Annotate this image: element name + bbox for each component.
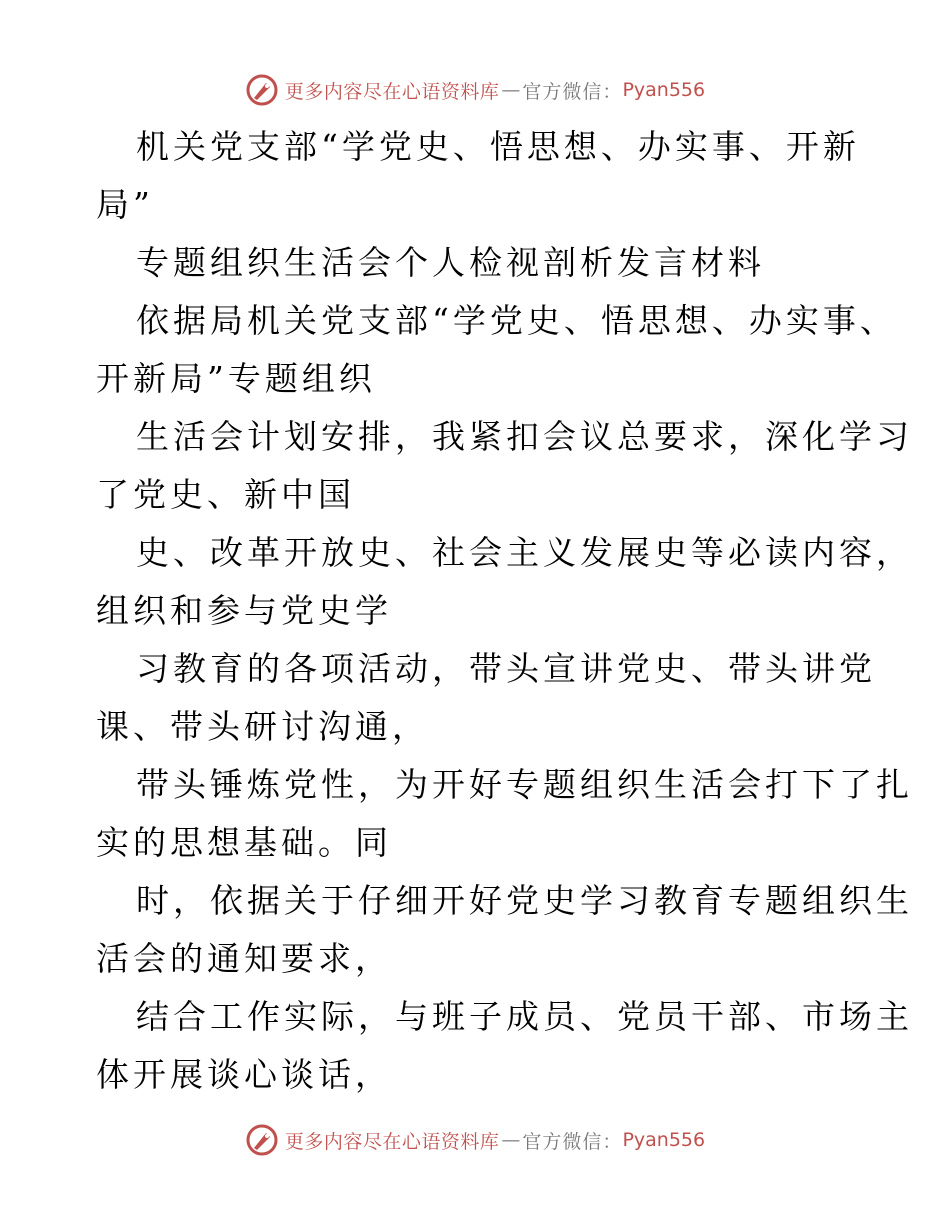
footer-wechat-id: Pyan556 (622, 1129, 706, 1151)
paragraph-line: 时，依据关于仔细开好党史学习教育专题组织生 (136, 881, 913, 920)
footer-watermark-banner (0, 1120, 950, 1160)
paragraph-8 (96, 872, 913, 988)
header-wechat-id: Pyan556 (622, 79, 706, 101)
paragraph-line: 了党史、新中国 (96, 475, 355, 514)
paragraph-line: 组织和参与党史学 (96, 591, 392, 630)
header-promo-text: 更多内容尽在心语资料库 (284, 80, 500, 103)
paragraph-line: 依据局机关党支部“学党史、悟思想、办实事、 (136, 301, 897, 340)
paragraph-line: 生活会计划安排，我紧扣会议总要求，深化学习 (136, 417, 913, 456)
footer-wechat-label: 官方微信： (522, 1130, 623, 1153)
document-body (96, 118, 913, 1104)
paragraph-5 (96, 524, 913, 640)
paragraph-6 (96, 640, 876, 756)
paragraph-line: 专题组织生活会个人检视剖析发言材料 (136, 243, 765, 282)
pen-nib-logo-icon (245, 1123, 279, 1157)
paragraph-1 (96, 118, 866, 234)
paragraph-7 (96, 756, 913, 872)
header-wechat-label: 官方微信： (522, 80, 623, 103)
paragraph-line: 带头锤炼党性，为开好专题组织生活会打下了扎 (136, 765, 913, 804)
paragraph-line: 史、改革开放史、社会主义发展史等必读内容， (136, 533, 913, 572)
paragraph-3 (96, 292, 897, 408)
paragraph-4 (96, 408, 913, 524)
paragraph-line: 开新局”专题组织 (96, 359, 376, 398)
footer-promo-text: 更多内容尽在心语资料库 (284, 1130, 500, 1153)
pen-nib-logo-icon (245, 73, 279, 107)
paragraph-line: 局” (96, 185, 154, 224)
paragraph-line: 机关党支部“学党史、悟思想、办实事、开新 (136, 127, 860, 166)
header-watermark-banner (0, 70, 950, 110)
paragraph-line: 体开展谈心谈话， (96, 1055, 392, 1094)
footer-dash: — (501, 1129, 521, 1151)
paragraph-9 (96, 988, 913, 1104)
header-dash: — (501, 79, 521, 101)
paragraph-line: 习教育的各项活动，带头宣讲党史、带头讲党 (136, 649, 876, 688)
paragraph-line: 结合工作实际，与班子成员、党员干部、市场主 (136, 997, 913, 1036)
paragraph-2 (96, 234, 866, 292)
paragraph-line: 课、带头研讨沟通， (96, 707, 429, 746)
paragraph-line: 实的思想基础。同 (96, 823, 392, 862)
paragraph-line: 活会的通知要求， (96, 939, 392, 978)
